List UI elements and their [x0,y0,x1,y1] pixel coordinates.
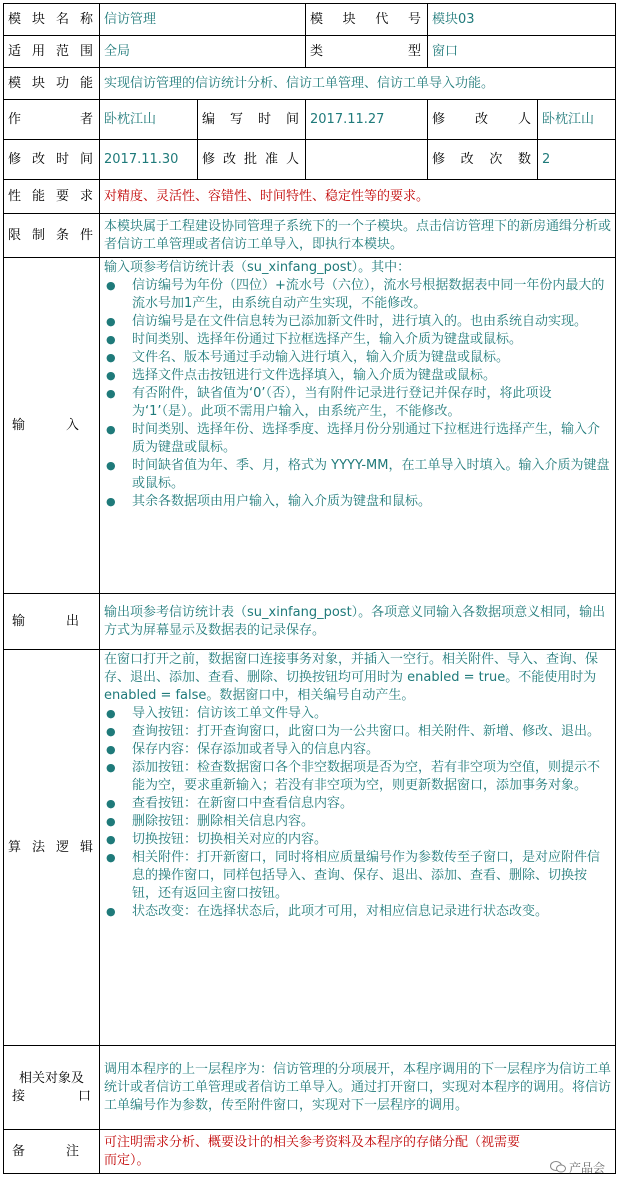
value-input [100,258,616,594]
label-modifier: 修改人 [428,100,538,140]
value-approver [306,140,428,180]
row-related [4,1046,616,1130]
input-item: ● 信访编号是在文件信息转为已添加新文件时，进行填入的。也由系统自动实现。 [104,313,611,331]
row-modify-time [4,140,616,180]
input-item: ● 信访编号为年份（四位）+流水号（六位），流水号根据数据表中同一年份内最大的流水号加1产生，由系统自动产生实现，不能修改。 [104,277,611,313]
algorithm-item: ● 保存内容：保存添加或者导入的信息内容。 [104,741,611,759]
label-related-line2: 接口 [12,1088,91,1104]
value-algorithm [100,650,616,1046]
row-remark [4,1130,616,1174]
value-modifier: 卧枕江山 [538,100,616,140]
input-intro: 输入项参考信访统计表（su_xinfang_post）。其中： [104,260,411,275]
algorithm-item: ● 相关附件：打开新窗口，同时将相应质量编号作为参数传至子窗口，是对应附件信息的操作窗口，同样包括导入、查询、保存、退出、添加、查看、删除、切换按钮，还有返回主窗口按钮。 [104,849,611,903]
label-constraint: 限制条件 [4,214,100,258]
row-scope [4,36,616,68]
row-author [4,100,616,140]
module-spec-table [3,3,616,1174]
value-scope: 全局 [100,36,306,68]
watermark [550,1159,605,1176]
input-item: ● 选择文件点击按钮进行文件选择填入，输入介质为键盘或鼠标。 [104,367,611,385]
algorithm-item: ● 添加按钮：检查数据窗口各个非空数据项是否为空，若有非空项为空值，则提示不能为空，要求重新输入；若没有非空项为空，则更新数据窗口，添加事务对象。 [104,759,611,795]
value-module-code: 模块03 [428,4,616,36]
label-modify-time: 修改时间 [4,140,100,180]
label-scope: 适用范围 [4,36,100,68]
label-performance: 性能要求 [4,180,100,214]
row-performance [4,180,616,214]
value-modify-time: 2017.11.30 [100,140,198,180]
algorithm-item: ● 查看按钮：在新窗口中查看信息内容。 [104,795,611,813]
algorithm-item: ● 导入按钮：信访该工单文件导入。 [104,705,611,723]
value-related: 调用本程序的上一层程序为：信访管理的分项展开，本程序调用的下一层程序为信访工单统计或者信访工单管理或者信访工单导入。通过打开窗口，实现对本程序的调用。将信访工单编号作为参数，传至附件窗口，实现对下一层程序的调用。 [100,1046,616,1130]
row-output [4,594,616,650]
value-output: 输出项参考信访统计表（su_xinfang_post）。各项意义同输入各数据项意义相同，输出方式为屏幕显示及数据表的记录保存。 [100,594,616,650]
input-bullet-list [104,277,611,511]
value-module-name: 信访管理 [100,4,306,36]
value-modify-count: 2 [538,140,616,180]
value-type: 窗口 [428,36,616,68]
label-write-time: 编写时间 [198,100,306,140]
label-output: 输出 [4,594,100,650]
label-related [4,1046,100,1130]
value-write-time: 2017.11.27 [306,100,428,140]
algorithm-item: ● 状态改变：在选择状态后，此项才可用，对相应信息记录进行状态改变。 [104,903,611,921]
algorithm-bullet-list [104,705,611,921]
input-item: ● 有否附件，缺省值为‘0’（否），当有附件记录进行登记并保存时，将此项设为‘1’（是）。此项不需用户输入，由系统产生，不能修改。 [104,385,611,421]
label-author: 作者 [4,100,100,140]
label-type: 类型 [306,36,428,68]
input-item: ● 时间类别、选择年份通过下拉框选择产生，输入介质为键盘或鼠标。 [104,331,611,349]
value-author: 卧枕江山 [100,100,198,140]
input-item: ● 其余各数据项由用户输入，输入介质为键盘和鼠标。 [104,493,611,511]
algorithm-item: ● 切换按钮：切换相关对应的内容。 [104,831,611,849]
label-input: 输入 [4,258,100,594]
label-modify-count: 修改次数 [428,140,538,180]
row-input [4,258,616,594]
input-item: ● 时间缺省值为年、季、月，格式为 YYYY-MM，在工单导入时填入。输入介质为键盘或鼠标。 [104,457,611,493]
label-approver: 修改批准人 [198,140,306,180]
input-item: ● 时间类别、选择年份、选择季度、选择月份分别通过下拉框进行选择产生，输入介质为键盘或鼠标。 [104,421,611,457]
row-function [4,68,616,100]
wechat-icon [550,1161,566,1173]
value-remark: 可注明需求分析、概要设计的相关参考资料及本程序的存储分配（视需要而定）。 [100,1130,616,1174]
value-constraint: 本模块属于工程建设协同管理子系统下的一个子模块。点击信访管理下的新房通缉分析或者信访工单管理或者信访工单导入，即执行本模块。 [100,214,616,258]
algorithm-item: ● 删除按钮：删除相关信息内容。 [104,813,611,831]
watermark-text: 产品会 [568,1161,605,1175]
label-module-name: 模块名称 [4,4,100,36]
value-function: 实现信访管理的信访统计分析、信访工单管理、信访工单导入功能。 [100,68,616,100]
label-algorithm: 算法逻辑 [4,650,100,1046]
row-module-name [4,4,616,36]
label-remark: 备注 [4,1130,100,1174]
value-performance: 对精度、灵活性、容错性、时间特性、稳定性等的要求。 [100,180,616,214]
label-function: 模块功能 [4,68,100,100]
row-constraint [4,214,616,258]
algorithm-intro: 在窗口打开之前，数据窗口连接事务对象，并插入一空行。相关附件、导入、查询、保存、退出、添加、查看、删除、切换按钮均可用时为 enabled = true。不能使用时为 enabled = false。数据窗口中，相关编号自动产生。 [104,652,599,703]
label-related-line1: 相关对象及 [18,1070,84,1086]
row-algorithm [4,650,616,1046]
algorithm-item: ● 查询按钮：打开查询窗口，此窗口为一公共窗口。相关附件、新增、修改、退出。 [104,723,611,741]
input-item: ● 文件名、版本号通过手动输入进行填入，输入介质为键盘或鼠标。 [104,349,611,367]
label-module-code: 模块代号 [306,4,428,36]
